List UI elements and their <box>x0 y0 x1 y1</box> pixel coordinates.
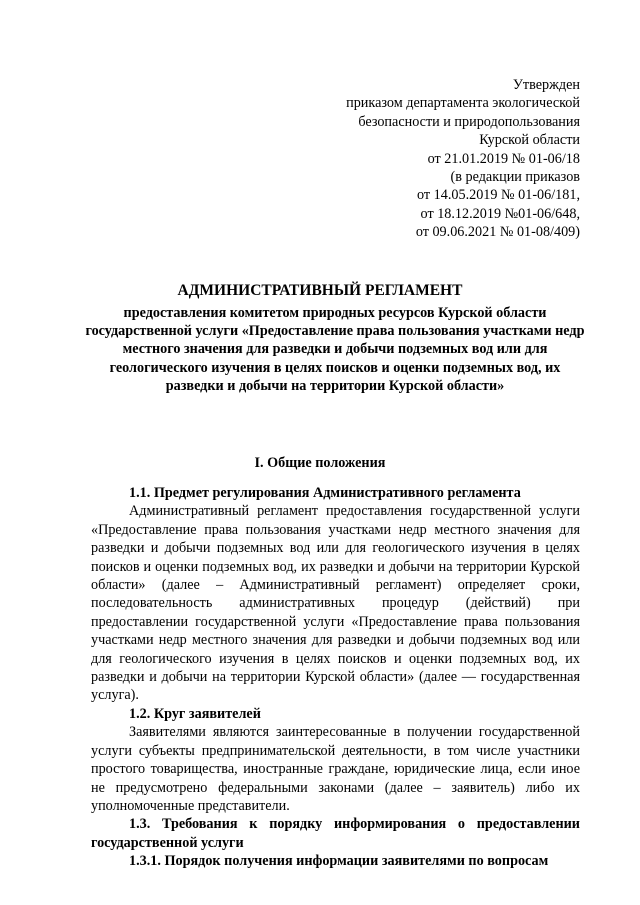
approval-line: приказом департамента экологической <box>346 95 580 112</box>
approval-line: от 18.12.2019 №01-06/648, <box>420 205 580 222</box>
document-body <box>91 484 580 871</box>
approval-line: от 14.05.2019 № 01-06/181, <box>417 187 580 204</box>
document-title: АДМИНИСТРАТИВНЫЙ РЕГЛАМЕНТ <box>177 282 463 299</box>
paragraph-1-1: Административный регламент предоставления государственной услуги «Предоставление права пользования участками недр местного значения для разведки и добычи подземных вод или для геологического изучения в целях поисков и оценки подземных вод, их разведки и добычи на территории Курской области» (далее – Административный регламент) определяет сроки, последовательность административных процедур (действий) при предоставлении государственной услуги «Предоставление права пользования участками недр местного значения для разведки и добычи подземных вод или для геологического изучения в целях поисков и оценки подземных вод, их разведки и добычи на территории Курской области» (далее — государственная услуга). <box>91 503 580 704</box>
approval-line: от 09.06.2021 № 01-08/409) <box>415 224 580 241</box>
approval-line: от 21.01.2019 № 01-06/18 <box>427 150 580 167</box>
subsection-heading-1-3: 1.3. Требования к порядку информирования о предоставлении государственной услуги <box>91 816 580 851</box>
approval-line: Курской области <box>479 132 580 149</box>
approval-line: безопасности и природопользования <box>358 113 580 130</box>
subsection-heading-1-1: 1.1. Предмет регулирования Административного регламента <box>129 485 521 501</box>
document-subtitle: предоставления комитетом природных ресурсов Курской области государственной услуги «Предоставление права пользования участками недр местного значения для разведки и добычи подземных вод или для геологического изучения в целях поисков и оценки подземных вод, их разведки и добычи на территории Курской области» <box>85 305 585 394</box>
approval-block <box>346 76 580 242</box>
paragraph-1-2: Заявителями являются заинтересованные в получении государственной услуги субъекты предпринимательской деятельности, в том числе участники простого товарищества, иностранные граждане, юридические лица, если иное не предусмотрено федеральными законами (далее – заявитель) либо их уполномоченные представители. <box>91 724 580 814</box>
approval-line: Утвержден <box>512 77 580 93</box>
approval-line: (в редакции приказов <box>450 169 580 186</box>
section-heading: I. Общие положения <box>254 455 386 471</box>
subsection-heading-1-3-1: 1.3.1. Порядок получения информации заявителями по вопросам <box>129 853 549 870</box>
subsection-heading-1-2: 1.2. Круг заявителей <box>129 705 261 722</box>
